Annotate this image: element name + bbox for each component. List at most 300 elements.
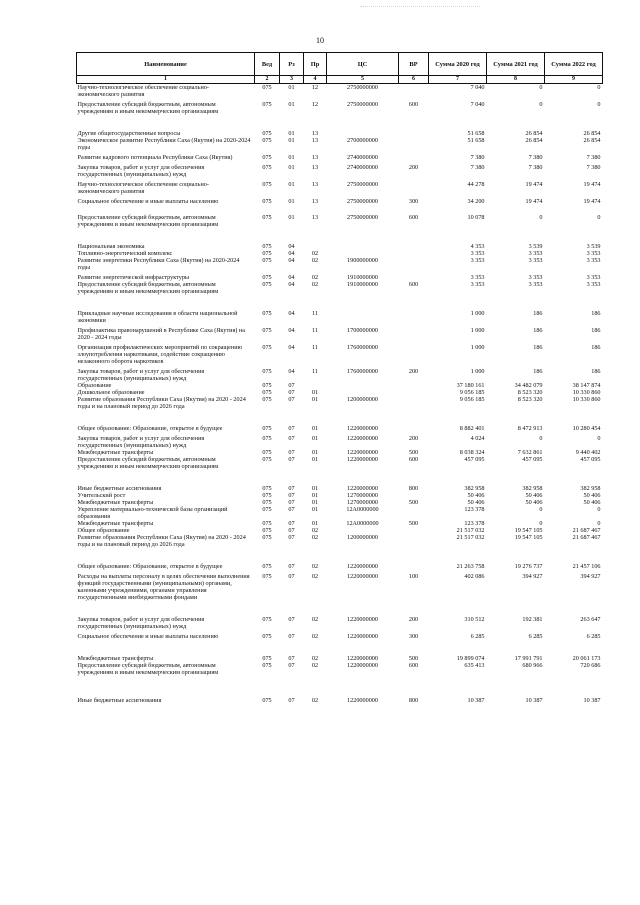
row-sum-2021: 19 547 105: [514, 527, 543, 534]
row-cs: 1220000000: [347, 655, 378, 662]
table-row: [77, 485, 603, 492]
row-sum-2022: 0: [597, 435, 601, 442]
row-cs: 2750000000: [347, 214, 378, 221]
row-cs: 12А0000000: [346, 520, 379, 527]
row-sum-2022: 394 927: [580, 573, 601, 580]
row-sum-2021: 26 854: [525, 137, 543, 144]
table-row: [77, 368, 603, 382]
row-cs: [327, 250, 399, 257]
row-sum-2021: 192 381: [522, 616, 543, 623]
row-sum-2020: 457 095: [464, 456, 485, 463]
table-row: [77, 382, 603, 389]
row-name: Межбюджетные трансферты: [77, 449, 154, 456]
row-sum-2022: 3 353: [586, 257, 601, 264]
row-rz: 07: [288, 573, 295, 580]
row-sum-2022: 186: [591, 327, 601, 334]
row-sum-2021: 34 482 079: [514, 382, 543, 389]
row-name: Расходы на выплаты персоналу в целях обеспечения выполнения функций государственными (муниципальными) органами, казенными учреждениями, органами управления государственными внебюджетными фондами: [77, 573, 250, 601]
row-sum-2020: 382 958: [464, 485, 485, 492]
row-name: Социальное обеспечение и иные выплаты населению: [77, 633, 219, 640]
row-cs: 1220000000: [347, 456, 378, 463]
row-sum-2022: 186: [591, 344, 601, 351]
row-cs: 1760000000: [347, 368, 378, 375]
table-row: [77, 101, 603, 130]
row-vr: [399, 130, 429, 137]
row-cs: 1220000000: [347, 697, 378, 704]
row-sum-2020: 8 038 324: [459, 449, 485, 456]
row-vr: [399, 310, 429, 327]
row-pr: 11: [312, 327, 318, 334]
row-sum-2020: 4 353: [470, 243, 485, 250]
row-rz: 07: [288, 633, 295, 640]
row-cs: 1200000000: [347, 534, 378, 541]
row-ved: 075: [262, 425, 272, 432]
row-sum-2022: 0: [597, 101, 601, 108]
row-rz: 07: [288, 520, 295, 527]
row-vr: 800: [408, 485, 419, 492]
row-sum-2022: 21 687 467: [572, 534, 601, 541]
row-name: Прикладные научные исследования в области национальной экономики: [77, 310, 238, 324]
table-row: [77, 534, 603, 563]
row-ved: 075: [262, 506, 272, 513]
row-name: Иные бюджетные ассигнования: [77, 485, 162, 492]
row-name: Социальное обеспечение и иные выплаты населению: [77, 198, 219, 205]
row-pr: 13: [311, 137, 319, 144]
row-rz: 07: [288, 425, 295, 432]
row-rz: 04: [288, 327, 295, 334]
row-sum-2021: 0: [539, 84, 543, 91]
row-pr: 01: [311, 485, 319, 492]
row-sum-2020: 50 406: [467, 492, 485, 499]
row-rz: 07: [288, 662, 295, 669]
row-sum-2020: 19 899 074: [456, 655, 485, 662]
row-sum-2022: 50 406: [583, 492, 601, 499]
row-ved: 075: [262, 327, 272, 334]
row-name: Предоставление субсидий бюджетным, автономным учреждениям и иным некоммерческим организациям: [77, 281, 219, 295]
row-pr: 02: [311, 573, 319, 580]
table-row: [77, 250, 603, 257]
row-rz: 01: [288, 214, 295, 221]
row-pr: 11: [312, 344, 318, 351]
header-rz: Рз: [280, 53, 304, 76]
table-row: [77, 137, 603, 154]
row-vr: 300: [408, 198, 419, 205]
row-name: Закупка товаров, работ и услуг для обеспечения государственных (муниципальных) нужд: [77, 616, 205, 630]
row-name: Национальная экономика: [77, 243, 145, 250]
row-cs: 1760000000: [347, 344, 378, 351]
row-sum-2020: 310 512: [464, 616, 485, 623]
budget-table: [76, 52, 603, 704]
row-sum-2021: 7 380: [528, 154, 543, 161]
row-sum-2022: 21 687 467: [572, 527, 601, 534]
row-name: Закупка товаров, работ и услуг для обеспечения государственных (муниципальных) нужд: [77, 435, 205, 449]
table-row: [77, 449, 603, 456]
table-row: [77, 164, 603, 181]
row-sum-2020: 3 353: [470, 257, 485, 264]
row-pr: 12: [311, 101, 319, 108]
row-vr: [399, 344, 429, 368]
table-row: [77, 310, 603, 327]
row-ved: 075: [262, 563, 272, 570]
header-name: Наименование: [77, 53, 255, 76]
row-name: Общее образование: Образование, открытое в будущее: [77, 563, 223, 570]
row-ved: 075: [262, 137, 272, 144]
row-ved: 075: [262, 520, 272, 527]
row-sum-2020: 8 882 401: [459, 425, 485, 432]
row-name: Учительский рост: [77, 492, 126, 499]
column-number: 3: [280, 76, 304, 84]
column-number: 9: [545, 76, 603, 84]
row-sum-2022: 0: [597, 506, 601, 513]
table-row: [77, 396, 603, 425]
header-sum-2020: Сумма 2020 год: [429, 53, 487, 76]
row-sum-2020: 44 278: [467, 181, 485, 188]
row-sum-2021: 680 966: [522, 662, 543, 669]
row-sum-2022: 186: [591, 368, 601, 375]
row-pr: 02: [311, 527, 319, 534]
row-pr: 02: [311, 633, 319, 640]
row-rz: 07: [288, 506, 295, 513]
row-sum-2021: 8 523 320: [517, 389, 543, 396]
row-rz: 07: [288, 396, 295, 403]
row-sum-2022: 10 387: [583, 697, 601, 704]
row-rz: 07: [288, 492, 295, 499]
row-pr: 02: [311, 697, 319, 704]
column-number: 8: [487, 76, 545, 84]
row-rz: 04: [288, 310, 295, 317]
row-rz: 04: [288, 250, 295, 257]
row-vr: 200: [408, 368, 419, 375]
table-row: [77, 274, 603, 281]
row-rz: 04: [288, 257, 295, 264]
row-cs: 2740000000: [347, 154, 378, 161]
table-body: [77, 84, 603, 705]
row-pr: 02: [311, 662, 319, 669]
row-sum-2021: 26 854: [525, 130, 543, 137]
row-vr: [399, 327, 429, 344]
row-vr: 600: [408, 662, 419, 669]
row-sum-2021: 3 353: [528, 257, 543, 264]
table-row: [77, 344, 603, 368]
row-sum-2020: 21 263 758: [456, 563, 485, 570]
row-vr: [399, 534, 429, 563]
row-pr: 01: [311, 506, 319, 513]
row-sum-2021: 19 474: [525, 181, 543, 188]
row-ved: 075: [262, 281, 272, 288]
row-ved: 075: [262, 492, 272, 499]
row-rz: 07: [288, 449, 295, 456]
row-sum-2022: 26 854: [583, 137, 601, 144]
row-sum-2021: 50 406: [525, 492, 543, 499]
row-pr: 01: [311, 499, 319, 506]
row-name: Дошкольное образование: [77, 389, 145, 396]
table-row: [77, 425, 603, 435]
table-row: [77, 506, 603, 520]
table-row: [77, 130, 603, 137]
row-sum-2021: 10 387: [525, 697, 543, 704]
row-sum-2020: 1 000: [470, 344, 485, 351]
page-number: 10: [316, 36, 324, 45]
row-vr: 500: [408, 655, 419, 662]
row-ved: 075: [262, 499, 272, 506]
row-pr: [304, 382, 327, 389]
row-sum-2021: 3 353: [528, 281, 543, 288]
row-sum-2022: 6 285: [586, 633, 601, 640]
row-vr: 800: [408, 697, 419, 704]
row-ved: 075: [262, 214, 272, 221]
row-pr: 02: [311, 250, 319, 257]
row-vr: 200: [408, 616, 419, 623]
row-sum-2021: 0: [539, 506, 543, 513]
row-cs: 1910000000: [347, 274, 378, 281]
row-sum-2021: 7 632 861: [517, 449, 543, 456]
row-rz: 01: [288, 164, 295, 171]
row-rz: 01: [288, 154, 295, 161]
row-sum-2021: 19 276 737: [514, 563, 543, 570]
row-cs: [327, 130, 399, 137]
row-ved: 075: [262, 396, 272, 403]
row-sum-2021: 17 991 791: [514, 655, 543, 662]
row-sum-2022: 3 539: [586, 243, 601, 250]
row-sum-2020: 9 056 185: [459, 389, 485, 396]
row-pr: 02: [311, 655, 319, 662]
column-number: 7: [429, 76, 487, 84]
row-cs: 1220000000: [347, 563, 378, 570]
table-row: [77, 181, 603, 198]
row-vr: 100: [408, 573, 419, 580]
row-pr: 13: [311, 198, 319, 205]
row-sum-2021: 8 523 320: [517, 396, 543, 403]
row-rz: 07: [288, 616, 295, 623]
row-vr: 500: [408, 449, 419, 456]
row-ved: 075: [262, 344, 272, 351]
row-sum-2021: 394 927: [522, 573, 543, 580]
row-vr: [399, 425, 429, 435]
table-row: [77, 492, 603, 499]
row-cs: 1700000000: [347, 327, 378, 334]
row-vr: [399, 382, 429, 389]
row-ved: 075: [262, 164, 272, 171]
table-row: [77, 520, 603, 527]
row-sum-2022: 21 457 106: [572, 563, 601, 570]
row-name: Иные бюджетные ассигнования: [77, 697, 162, 704]
row-rz: 01: [288, 130, 295, 137]
row-cs: 1270000000: [347, 492, 378, 499]
row-sum-2022: 3 353: [586, 250, 601, 257]
row-pr: 01: [311, 396, 319, 403]
row-name: Межбюджетные трансферты: [77, 655, 154, 662]
row-ved: 075: [262, 534, 272, 541]
row-cs: 1220000000: [347, 633, 378, 640]
row-sum-2021: 8 472 913: [517, 425, 543, 432]
row-vr: 600: [408, 281, 419, 288]
row-sum-2021: 0: [539, 101, 543, 108]
row-sum-2022: 50 406: [583, 499, 601, 506]
row-sum-2020: 37 180 161: [456, 382, 485, 389]
row-vr: [399, 492, 429, 499]
row-ved: 075: [262, 84, 272, 91]
row-cs: 12А0000000: [346, 506, 379, 513]
row-ved: 075: [262, 274, 272, 281]
row-cs: 1900000000: [347, 257, 378, 264]
row-sum-2020: 10 078: [467, 214, 485, 221]
row-ved: 075: [262, 101, 272, 108]
row-pr: 01: [311, 389, 319, 396]
row-ved: 075: [262, 485, 272, 492]
row-sum-2020: 3 353: [470, 250, 485, 257]
row-rz: 07: [288, 655, 295, 662]
row-ved: 075: [262, 616, 272, 623]
row-vr: [399, 250, 429, 257]
table-header: [77, 53, 603, 84]
table-row: [77, 435, 603, 449]
row-cs: [327, 527, 399, 534]
row-name: Научно-технологическое обеспечение социально-экономического развития: [77, 84, 209, 98]
table-row: [77, 655, 603, 662]
table-row: [77, 154, 603, 164]
row-pr: 02: [311, 274, 319, 281]
scan-artifact: [360, 6, 480, 13]
row-sum-2021: 186: [533, 368, 543, 375]
row-ved: 075: [262, 154, 272, 161]
row-name: Развитие энергетической инфраструктуры: [77, 274, 190, 281]
row-sum-2022: 10 330 860: [572, 389, 601, 396]
row-sum-2021: 0: [539, 520, 543, 527]
row-name: Топливно-энергетический комплекс: [77, 250, 173, 257]
row-sum-2021: 382 958: [522, 485, 543, 492]
row-vr: [399, 274, 429, 281]
row-pr: 13: [311, 181, 319, 188]
row-cs: 2700000000: [347, 137, 378, 144]
row-sum-2020: 51 658: [467, 130, 485, 137]
row-rz: 07: [288, 382, 295, 389]
row-sum-2021: 186: [533, 344, 543, 351]
row-cs: 1220000000: [347, 425, 378, 432]
row-pr: 02: [311, 534, 319, 541]
row-rz: 01: [288, 181, 295, 188]
row-vr: [399, 506, 429, 520]
row-cs: 1220000000: [347, 449, 378, 456]
row-pr: 01: [311, 520, 319, 527]
row-name: Развитие образования Республики Саха (Якутия) на 2020 - 2024 годы и на плановый период до 2026 года: [77, 396, 246, 410]
row-pr: 01: [311, 492, 319, 499]
table-row: [77, 697, 603, 704]
table-row: [77, 214, 603, 243]
row-sum-2022: 186: [591, 310, 601, 317]
row-sum-2020: 3 353: [470, 274, 485, 281]
column-number: 1: [77, 76, 255, 84]
row-rz: 04: [288, 344, 295, 351]
row-ved: 075: [262, 435, 272, 442]
row-sum-2020: 51 658: [467, 137, 485, 144]
row-cs: [327, 382, 399, 389]
table-row: [77, 243, 603, 250]
row-pr: 13: [311, 164, 319, 171]
row-pr: [304, 243, 327, 250]
table-row: [77, 662, 603, 697]
row-cs: [327, 389, 399, 396]
row-sum-2021: 50 406: [525, 499, 543, 506]
header-pr: Пр: [304, 53, 327, 76]
row-vr: 600: [408, 101, 419, 108]
row-ved: 075: [262, 449, 272, 456]
row-sum-2021: 186: [533, 310, 543, 317]
header-cs: ЦС: [327, 53, 399, 76]
table-row: [77, 281, 603, 310]
row-vr: [399, 563, 429, 573]
row-vr: [399, 257, 429, 274]
row-sum-2021: 6 285: [528, 633, 543, 640]
row-ved: 075: [262, 655, 272, 662]
row-sum-2020: 7 380: [470, 154, 485, 161]
row-vr: [399, 389, 429, 396]
row-cs: 2750000000: [347, 198, 378, 205]
row-cs: 2740000000: [347, 164, 378, 171]
column-number: 5: [327, 76, 399, 84]
row-pr: 12: [311, 84, 319, 91]
row-sum-2020: 9 056 185: [459, 396, 485, 403]
row-name: Закупка товаров, работ и услуг для обеспечения государственных (муниципальных) нужд: [77, 368, 205, 382]
row-sum-2022: 26 854: [583, 130, 601, 137]
row-pr: 13: [311, 130, 319, 137]
row-sum-2022: 19 474: [583, 198, 601, 205]
row-pr: 02: [311, 563, 319, 570]
row-sum-2022: 38 147 874: [572, 382, 601, 389]
row-sum-2022: 382 958: [580, 485, 601, 492]
row-cs: [327, 243, 399, 250]
row-sum-2022: 457 095: [580, 456, 601, 463]
header-sum-2022: Сумма 2022 год: [545, 53, 603, 76]
row-sum-2020: 50 406: [467, 499, 485, 506]
row-ved: 075: [262, 382, 272, 389]
row-rz: 04: [288, 243, 295, 250]
row-ved: 075: [262, 198, 272, 205]
row-vr: 200: [408, 435, 419, 442]
row-name: Научно-технологическое обеспечение социально-экономического развития: [77, 181, 209, 195]
row-rz: 01: [288, 101, 295, 108]
row-name: Предоставление субсидий бюджетным, автономным учреждениям и иным некоммерческим организациям: [77, 101, 219, 115]
row-name: Экономическое развитие Республики Саха (Якутия) на 2020-2024 годы: [77, 137, 251, 151]
row-rz: 07: [288, 534, 295, 541]
header-vr: ВР: [399, 53, 429, 76]
row-sum-2021: 0: [539, 435, 543, 442]
header-row: [77, 53, 603, 76]
row-sum-2021: 19 547 105: [514, 534, 543, 541]
row-vr: 200: [408, 164, 419, 171]
row-pr: 01: [311, 456, 319, 463]
row-sum-2022: 20 061 173: [572, 655, 601, 662]
row-sum-2022: 9 440 402: [575, 449, 601, 456]
row-ved: 075: [262, 633, 272, 640]
table-row: [77, 616, 603, 633]
row-sum-2022: 263 647: [580, 616, 601, 623]
table-row: [77, 499, 603, 506]
header-ved: Вед: [255, 53, 280, 76]
row-sum-2020: 4 024: [470, 435, 485, 442]
row-rz: 04: [288, 368, 295, 375]
row-ved: 075: [262, 250, 272, 257]
row-name: Организация профилактических мероприятий по сокращению злоупотребления наркотиками, содействие сокращению незаконного оборота наркотиков: [77, 344, 243, 365]
row-sum-2020: 1 000: [470, 327, 485, 334]
row-rz: 04: [288, 281, 295, 288]
row-vr: [399, 396, 429, 425]
row-sum-2020: 3 353: [470, 281, 485, 288]
column-number-row: [77, 76, 603, 84]
row-sum-2020: 7 380: [470, 164, 485, 171]
row-rz: 01: [288, 137, 295, 144]
row-sum-2022: 0: [597, 84, 601, 91]
row-vr: [399, 154, 429, 164]
